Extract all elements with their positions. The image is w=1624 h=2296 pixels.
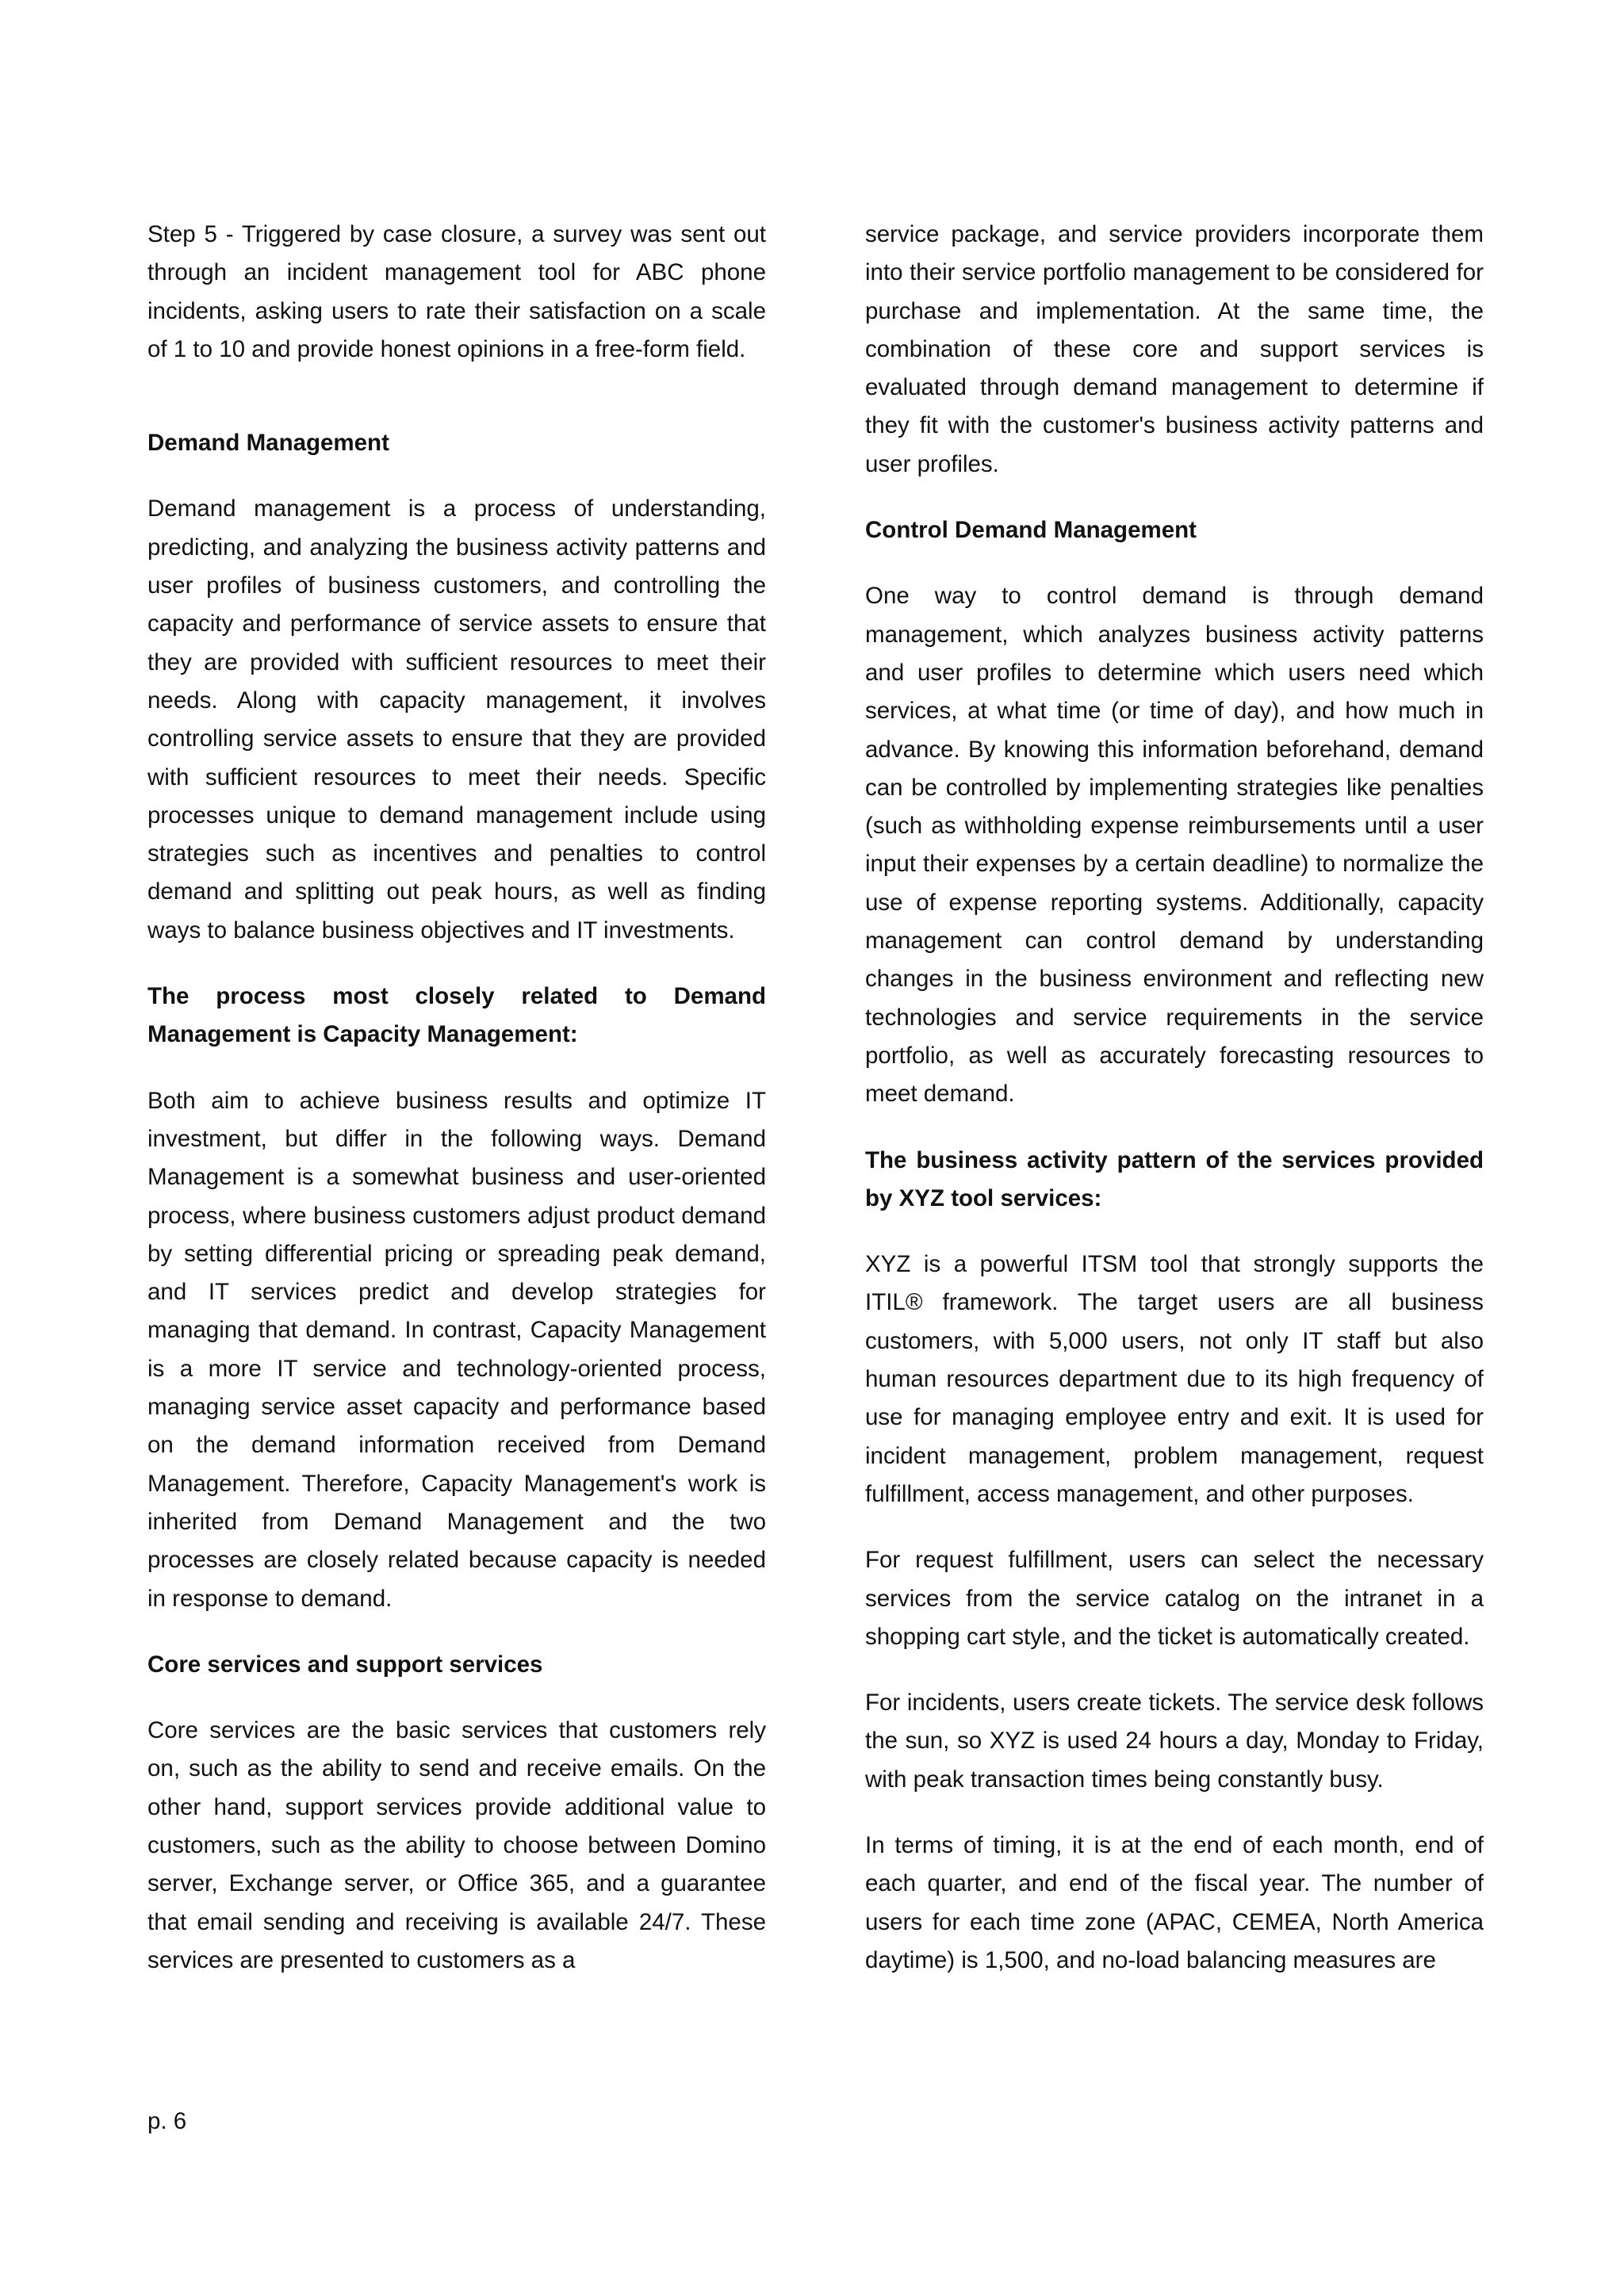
service-package-paragraph: service package, and service providers incorporate them into their service portfolio management to be considered for purchase and implementation. At the same time, the combination of these core and support services is evaluated through demand management to determine if they fit with the customer's business activity patterns and user profiles. xyxy=(865,221,1484,477)
page-number: p. 6 xyxy=(147,2108,187,2134)
related-process-heading: The process most closely related to Demand Management is Capacity Management: xyxy=(147,983,766,1048)
left-column xyxy=(147,216,766,2007)
control-demand-heading: Control Demand Management xyxy=(865,517,1197,544)
core-services-heading: Core services and support services xyxy=(147,1651,543,1678)
control-demand-paragraph: One way to control demand is through demand management, which analyzes business activity patterns and user profiles to determine which users need which services, at what time (or time of day), and how much in advance. By knowing this information beforehand, demand can be controlled by implementing strategies like penalties (such as withholding expense reimbursements until a user input their expenses by a certain deadline) to normalize the use of expense reporting systems. Additionally, capacity management can control demand by understanding changes in the business environment and reflecting new technologies and service requirements in the service portfolio, as well as accurately forecasting resources to meet demand. xyxy=(865,583,1484,1108)
core-services-paragraph: Core services are the basic services that customers rely on, such as the ability to send and receive emails. On the other hand, support services provide additional value to customers, such as the ability to choose between Domino server, Exchange server, or Office 365, and a guarantee that email sending and receiving is available 24/7. These services are presented to customers as a xyxy=(147,1717,766,1973)
timing-paragraph: In terms of timing, it is at the end of each month, end of each quarter, and end of the fiscal year. The number of users for each time zone (APAC, CEMEA, North America daytime) is 1,500, and no-load balancing measures are xyxy=(865,1831,1484,1973)
xyz-tool-paragraph: XYZ is a powerful ITSM tool that strongly supports the ITIL® framework. The target users are all business customers, with 5,000 users, not only IT staff but also human resources department due to its high frequency of use for managing employee entry and exit. It is used for incident management, problem management, request fulfillment, access management, and other purposes. xyxy=(865,1251,1484,1507)
demand-management-paragraph: Demand management is a process of understanding, predicting, and analyzing the business activity patterns and user profiles of business customers, and controlling the capacity and performance of service assets to ensure that they are provided with sufficient resources to meet their needs. Along with capacity management, it involves controlling service assets to ensure that they are provided with sufficient resources to meet their needs. Specific processes unique to demand management include using strategies such as incentives and penalties to control demand and splitting out peak hours, as well as finding ways to balance business objectives and IT investments. xyxy=(147,496,766,943)
incidents-paragraph: For incidents, users create tickets. The service desk follows the sun, so XYZ is used 24 hours a day, Monday to Friday, with peak transaction times being constantly busy. xyxy=(865,1689,1484,1793)
step5-paragraph: Step 5 - Triggered by case closure, a survey was sent out through an incident management tool for ABC phone incidents, asking users to rate their satisfaction on a scale of 1 to 10 and provide honest opinions in a free-form field. xyxy=(147,221,766,362)
right-column xyxy=(865,216,1484,2007)
related-process-paragraph: Both aim to achieve business results and optimize IT investment, but differ in the following ways. Demand Management is a somewhat business and user-oriented process, where business customers adjust product demand by setting differential pricing or spreading peak demand, and IT services predict and develop strategies for managing that demand. In contrast, Capacity Management is a more IT service and technology-oriented process, managing service asset capacity and performance based on the demand information received from Demand Management. Therefore, Capacity Management's work is inherited from Demand Management and the two processes are closely related because capacity is needed in response to demand. xyxy=(147,1087,766,1612)
demand-management-heading: Demand Management xyxy=(147,430,389,457)
request-fulfillment-paragraph: For request fulfillment, users can select the necessary services from the service catalog on the intranet in a shopping cart style, and the ticket is automatically created. xyxy=(865,1547,1484,1650)
business-activity-pattern-heading: The business activity pattern of the services provided by XYZ tool services: xyxy=(865,1146,1484,1211)
